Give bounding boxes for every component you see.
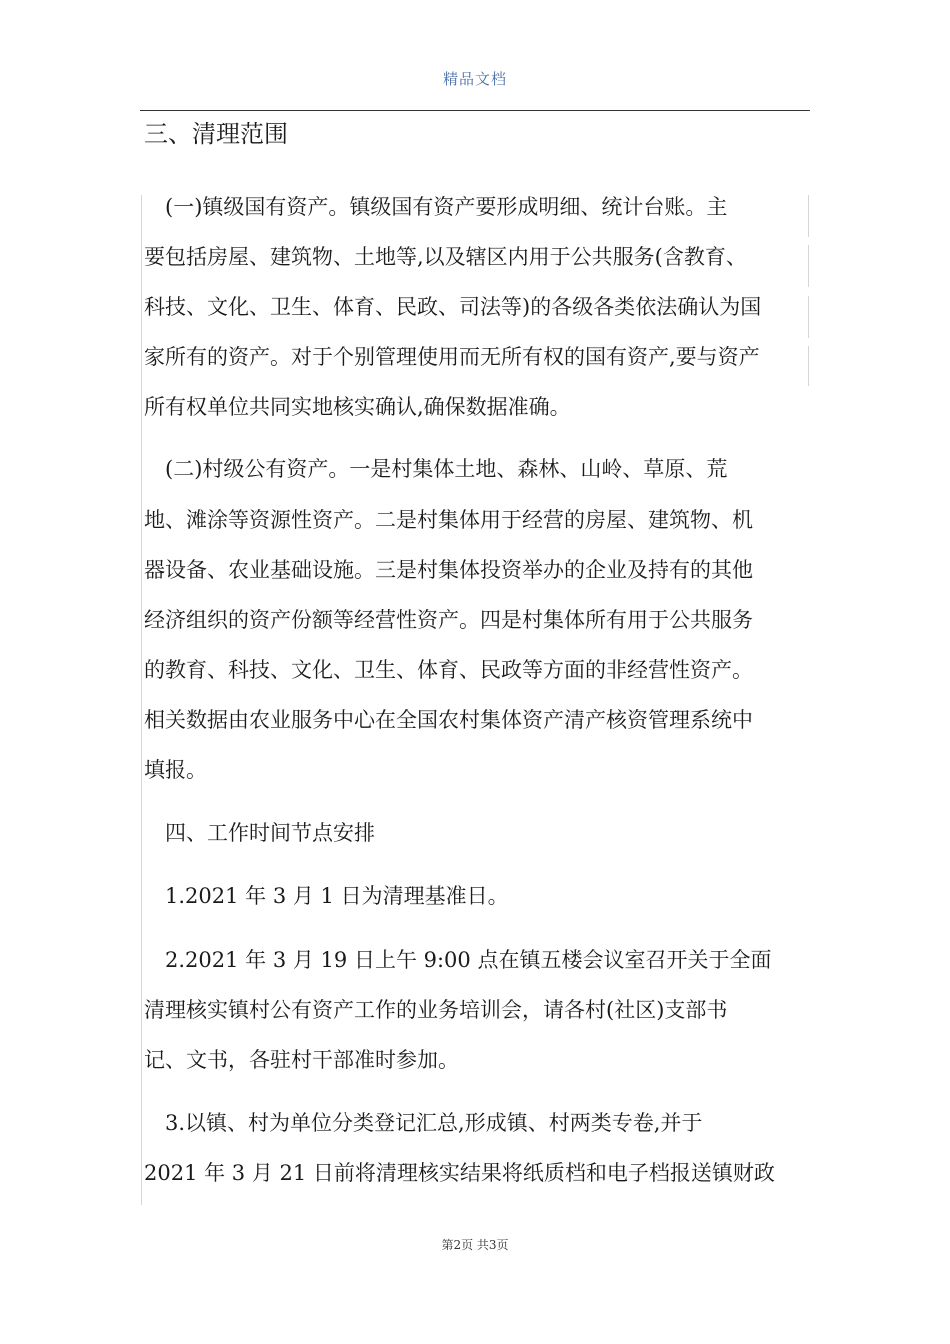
body-line: (一)镇级国有资产。镇级国有资产要形成明细、统计台账。主 bbox=[144, 195, 728, 219]
body-line: 相关数据由农业服务中心在全国农村集体资产清产核资管理系统中 bbox=[144, 708, 753, 732]
body-line: 地、滩涂等资源性资产。二是村集体用于经营的房屋、建筑物、机 bbox=[144, 508, 753, 532]
right-margin-tick bbox=[808, 195, 809, 237]
body-line: 器设备、农业基础设施。三是村集体投资举办的企业及持有的其他 bbox=[144, 558, 753, 582]
body-line: 清理核实镇村公有资产工作的业务培训会，请各村(社区)支部书 bbox=[144, 998, 728, 1022]
body-line: 经济组织的资产份额等经营性资产。四是村集体所有用于公共服务 bbox=[144, 608, 753, 632]
body-line: 家所有的资产。对于个别管理使用而无所有权的国有资产,要与资产 bbox=[144, 345, 760, 369]
body-line: (二)村级公有资产。一是村集体土地、森林、山岭、草原、荒 bbox=[144, 457, 728, 481]
body-line: 2.2021 年 3 月 19 日上午 9:00 点在镇五楼会议室召开关于全面 bbox=[144, 948, 772, 972]
header-title: 精品文档 bbox=[442, 70, 507, 88]
right-margin-tick bbox=[808, 346, 809, 386]
right-margin-tick bbox=[808, 296, 809, 338]
body-line: 3.以镇、村为单位分类登记汇总,形成镇、村两类专卷,并于 bbox=[144, 1111, 703, 1135]
body-line: 所有权单位共同实地核实确认,确保数据准确。 bbox=[144, 395, 571, 419]
left-margin-line bbox=[141, 195, 142, 1205]
body-line: 记、文书，各驻村干部准时参加。 bbox=[144, 1048, 459, 1072]
body-line: 填报。 bbox=[144, 758, 207, 782]
body-line: 科技、文化、卫生、体育、民政、司法等)的各级各类依法确认为国 bbox=[144, 295, 762, 319]
right-margin-tick bbox=[808, 245, 809, 287]
section-heading: 三、清理范围 bbox=[144, 120, 288, 148]
page-number: 第2页 共3页 bbox=[441, 1238, 509, 1252]
body-line: 要包括房屋、建筑物、土地等,以及辖区内用于公共服务(含教育、 bbox=[144, 245, 747, 269]
header-divider bbox=[140, 110, 810, 111]
body-line: 1.2021 年 3 月 1 日为清理基准日。 bbox=[144, 884, 509, 908]
body-line: 2021 年 3 月 21 日前将清理核实结果将纸质档和电子档报送镇财政 bbox=[144, 1161, 775, 1185]
body-line: 的教育、科技、文化、卫生、体育、民政等方面的非经营性资产。 bbox=[144, 658, 753, 682]
body-line: 四、工作时间节点安排 bbox=[144, 821, 375, 845]
